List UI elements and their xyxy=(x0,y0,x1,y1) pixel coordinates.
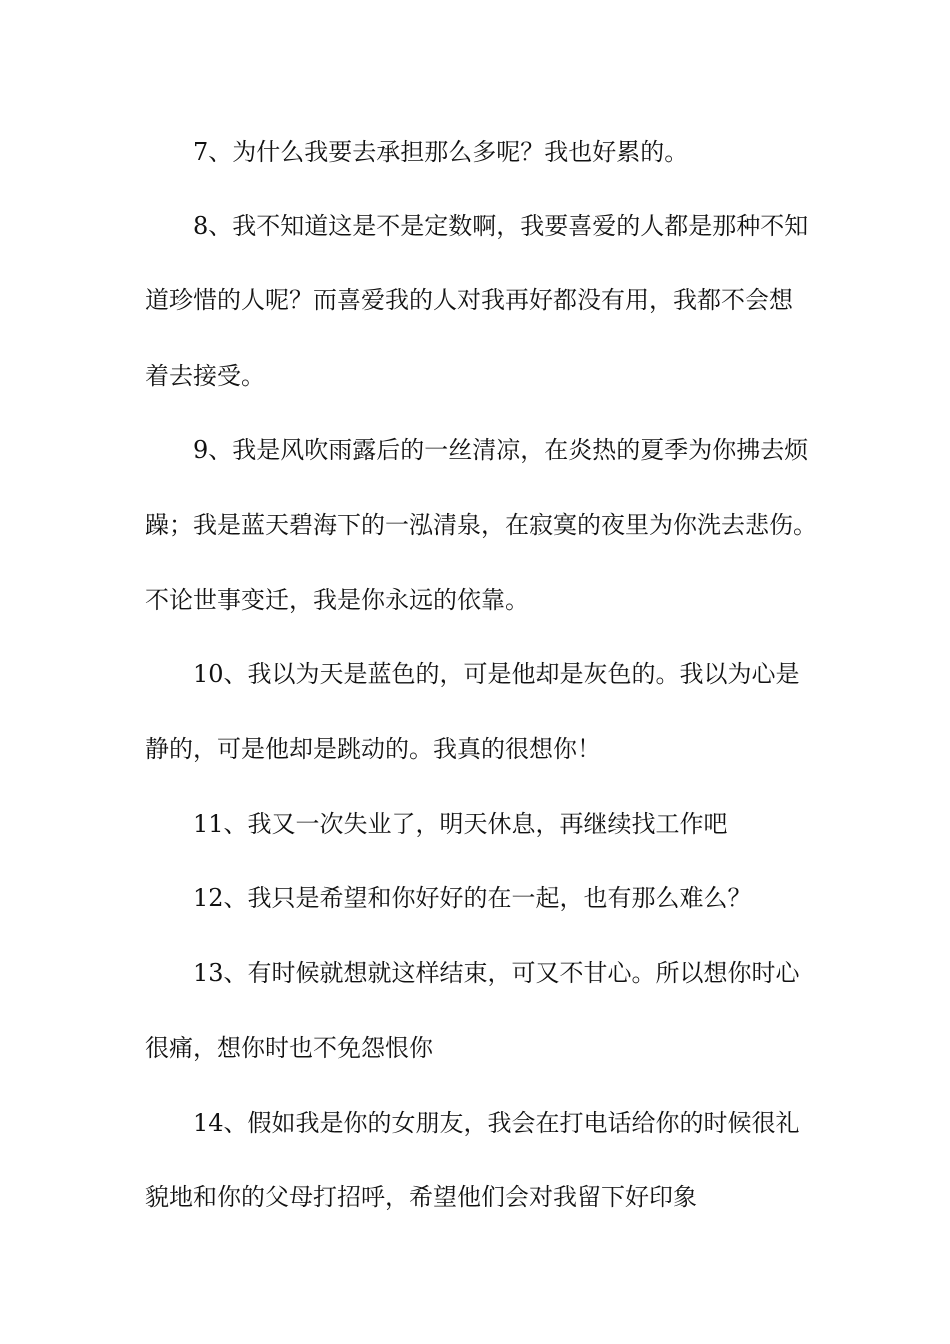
text-line: 貌地和你的父母打招呼，希望他们会对我留下好印象 xyxy=(145,1183,697,1211)
text-line: 静的，可是他却是跳动的。我真的很想你！ xyxy=(145,735,601,763)
text-line: 躁；我是蓝天碧海下的一泓清泉，在寂寞的夜里为你洗去悲伤。 xyxy=(145,511,817,539)
text-line: 很痛，想你时也不免怨恨你 xyxy=(145,1034,433,1062)
text-line: 道珍惜的人呢？而喜爱我的人对我再好都没有用，我都不会想 xyxy=(145,286,793,314)
text-line: 不论世事变迁，我是你永远的依靠。 xyxy=(145,586,529,614)
text-line: 12、我只是希望和你好好的在一起，也有那么难么？ xyxy=(193,884,752,912)
text-line: 13、有时候就想就这样结束，可又不甘心。所以想你时心 xyxy=(193,959,800,987)
text-line: 9、我是风吹雨露后的一丝清凉，在炎热的夏季为你拂去烦 xyxy=(193,436,809,464)
text-line: 10、我以为天是蓝色的，可是他却是灰色的。我以为心是 xyxy=(193,660,800,688)
text-line: 11、我又一次失业了，明天休息，再继续找工作吧 xyxy=(193,810,728,838)
text-line: 8、我不知道这是不是定数啊，我要喜爱的人都是那种不知 xyxy=(193,212,809,240)
text-line: 7、为什么我要去承担那么多呢？我也好累的。 xyxy=(193,138,689,166)
text-line: 着去接受。 xyxy=(145,362,265,390)
text-line: 14、假如我是你的女朋友，我会在打电话给你的时候很礼 xyxy=(193,1109,800,1137)
